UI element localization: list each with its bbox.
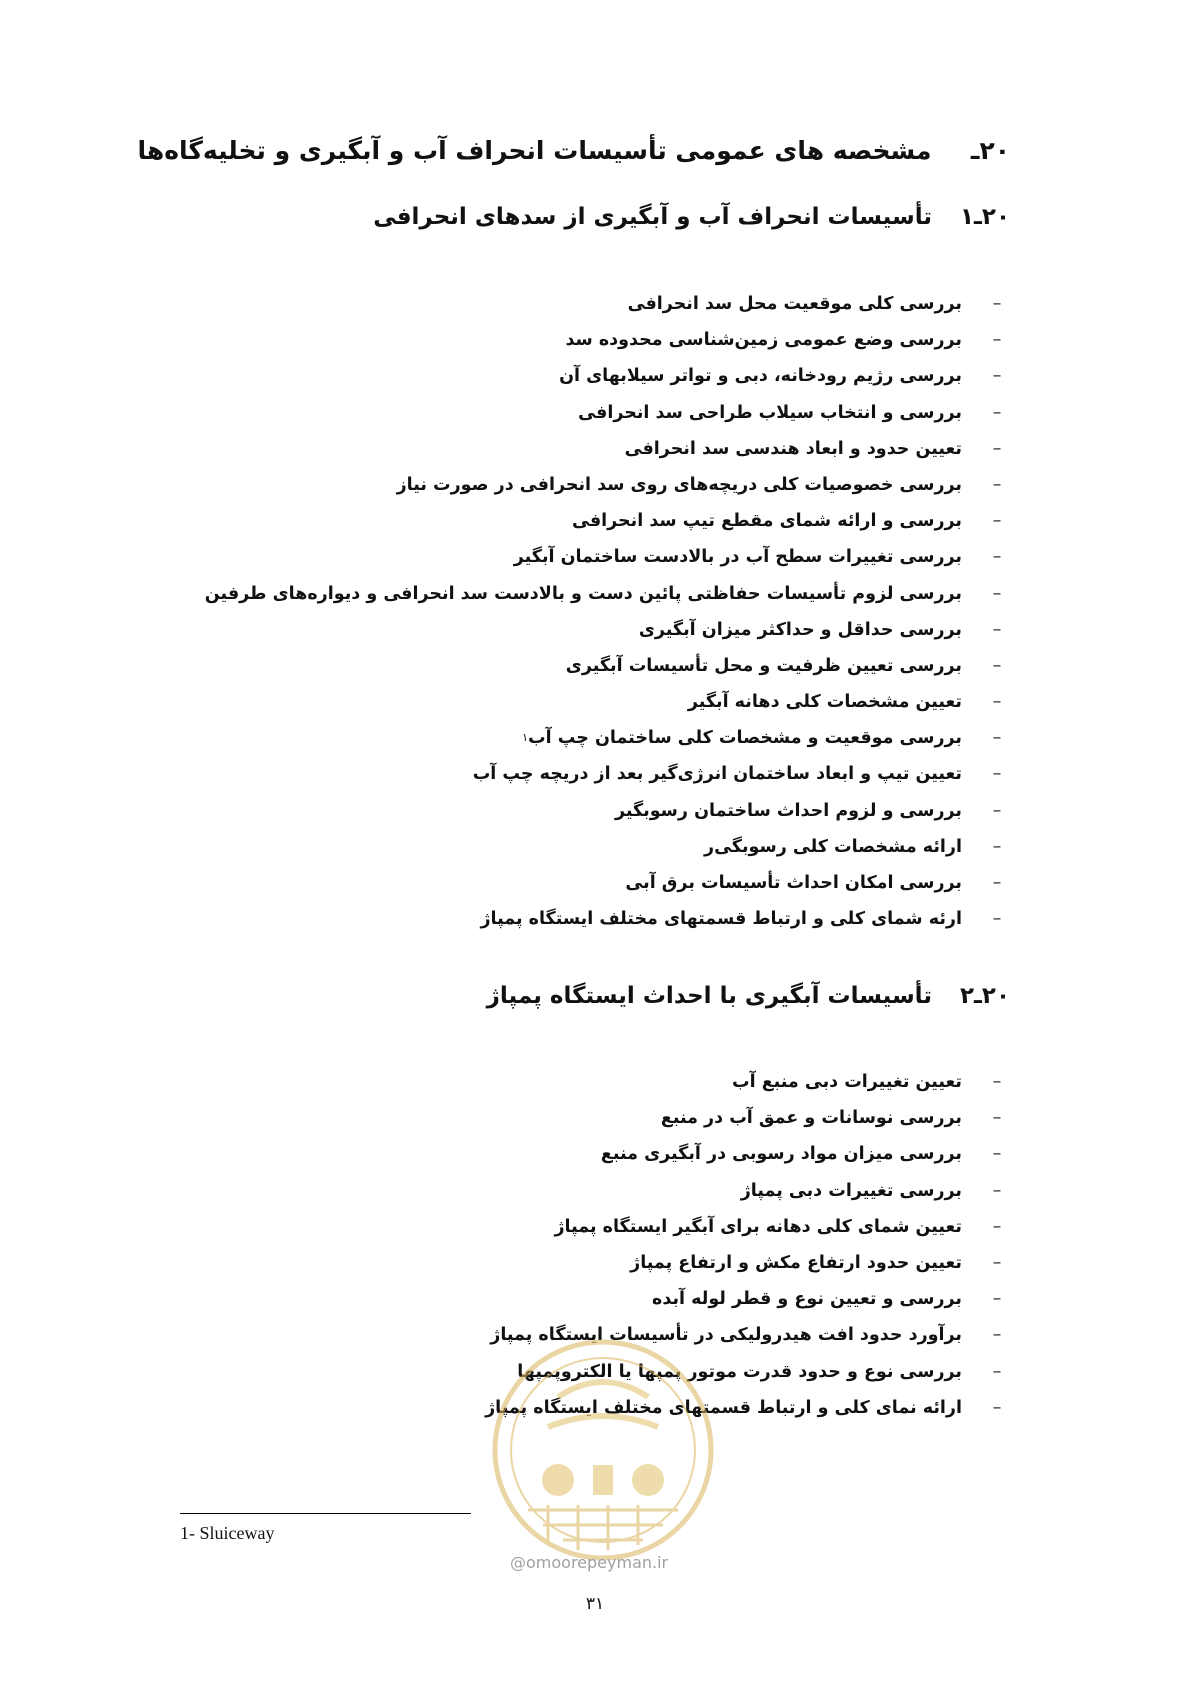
list-item-text: بررسی تغییرات دبی پمپاژ — [740, 1180, 962, 1201]
bullet-dash: – — [992, 800, 1002, 821]
list-item-text: بررسی و تعیین نوع و قطر لوله آبده — [652, 1289, 962, 1310]
bullet-dash: – — [992, 728, 1002, 749]
list-item — [205, 612, 1010, 648]
bullet-dash: – — [992, 619, 1002, 640]
list-item-text: بررسی و انتخاب سیلاب طراحی سد انحرافی — [578, 402, 962, 423]
section-2-title: تأسیسات آبگیری با احداث ایستگاه پمپاژ — [486, 983, 932, 1009]
list-item-text: تعیین مشخصات کلی دهانه آبگیر — [687, 692, 962, 713]
list-item — [205, 829, 1010, 865]
bullet-dash: – — [992, 366, 1002, 387]
list-item — [205, 901, 1010, 937]
bullet-dash: – — [992, 438, 1002, 459]
list-item-text: بررسی نوسانات و عمق آب در منبع — [660, 1108, 962, 1129]
list-item-text: بررسی موقعیت و مشخصات کلی ساختمان چپ آب — [528, 728, 962, 749]
list-item-text: بررسی حداقل و حداکثر میزان آبگیری — [638, 619, 962, 640]
list-item-text: ارئه شمای کلی و ارتباط قسمتهای مختلف ایستگاه پمپاژ — [480, 909, 962, 930]
list-item — [205, 286, 1010, 322]
list-item — [485, 1064, 1010, 1100]
bullet-dash: – — [992, 909, 1002, 930]
chapter-title: مشخصه های عمومی تأسیسات انحراف آب و آبگیری و تخلیه‌گاه‌ها — [137, 136, 932, 165]
list-item-text: بررسی تغییرات سطح آب در بالادست ساختمان آبگیر — [513, 547, 962, 568]
section-1-list — [205, 286, 1010, 937]
list-item-text: بررسی خصوصیات کلی دریچه‌های روی سد انحرافی در صورت نیاز — [396, 474, 962, 495]
bullet-dash: – — [992, 1361, 1002, 1382]
list-item — [205, 358, 1010, 394]
list-item-text: بررسی لزوم تأسیسات حفاظتی پائین دست و بالادست سد انحرافی و دیواره‌های طرفین — [204, 583, 962, 604]
bullet-dash: – — [992, 330, 1002, 351]
list-item-text: ارائه نمای کلی و ارتباط قسمتهای مختلف ایستگاه پمپاژ — [485, 1397, 962, 1418]
bullet-dash: – — [992, 294, 1002, 314]
bullet-dash: – — [992, 692, 1002, 713]
section-2-number: ۲۰ـ۲ — [960, 983, 1010, 1009]
bullet-dash: – — [992, 1325, 1002, 1346]
list-item-text: بررسی نوع و حدود قدرت موتور پمپها یا الکتروپمپها — [517, 1361, 962, 1382]
chapter-heading — [138, 136, 1010, 165]
list-item — [485, 1136, 1010, 1172]
list-item — [205, 576, 1010, 612]
list-item — [205, 322, 1010, 358]
bullet-dash: – — [992, 1072, 1002, 1092]
page-number: ۳۱ — [585, 1594, 605, 1614]
list-item — [205, 431, 1010, 467]
list-item — [205, 467, 1010, 503]
footnote-divider — [180, 1513, 471, 1514]
watermark-seal-icon — [488, 1335, 718, 1565]
list-item — [485, 1100, 1010, 1136]
list-item-text: بررسی رژیم رودخانه، دبی و تواتر سیلابهای آن — [559, 366, 962, 387]
section-1-title: تأسیسات انحراف آب و آبگیری از سدهای انحرافی — [373, 204, 932, 230]
list-item-text: ارائه مشخصات کلی رسوبگی‌ر — [704, 836, 962, 857]
list-item-text: تعیین حدود و ابعاد هندسی سد انحرافی — [624, 438, 962, 459]
bullet-dash: – — [992, 764, 1002, 785]
bullet-dash: – — [992, 402, 1002, 423]
list-item — [205, 684, 1010, 720]
list-item-text: تعیین حدود ارتفاع مکش و ارتفاع پمپاژ — [630, 1252, 962, 1273]
list-item — [205, 395, 1010, 431]
list-item — [205, 756, 1010, 792]
list-item-text: بررسی وضع عمومی زمین‌شناسی محدوده سد — [565, 330, 962, 351]
section-1-heading — [373, 204, 1010, 230]
list-item — [485, 1173, 1010, 1209]
list-item — [205, 648, 1010, 684]
footnote-text: 1- Sluiceway — [180, 1523, 275, 1543]
list-item — [205, 539, 1010, 575]
list-item-text: بررسی تعیین ظرفیت و محل تأسیسات آبگیری — [565, 655, 962, 676]
list-item-text: بررسی میزان مواد رسوبی در آبگیری منبع — [600, 1144, 962, 1165]
bullet-dash: – — [992, 1144, 1002, 1165]
list-item-text: بررسی و ارائه شمای مقطع تیپ سد انحرافی — [572, 511, 962, 532]
bullet-dash: – — [992, 547, 1002, 568]
list-item — [485, 1209, 1010, 1245]
list-item-text: تعیین تیپ و ابعاد ساختمان انرژی‌گیر بعد از دریچه چپ آب — [472, 764, 962, 785]
bullet-dash: – — [992, 1180, 1002, 1201]
chapter-number: ۲۰ـ — [970, 136, 1010, 165]
bullet-dash: – — [992, 1397, 1002, 1418]
list-item-text: بررسی و لزوم احداث ساختمان رسوبگیر — [614, 800, 962, 821]
bullet-dash: – — [992, 836, 1002, 857]
section-2-heading — [487, 983, 1010, 1009]
bullet-dash: – — [992, 873, 1002, 893]
list-item — [485, 1281, 1010, 1317]
bullet-dash: – — [992, 1108, 1002, 1129]
section-1-number: ۲۰ـ۱ — [960, 204, 1010, 230]
list-item-text: برآورد حدود افت هیدرولیکی در تأسیسات ایستگاه پمپاژ — [490, 1325, 962, 1346]
list-item — [205, 793, 1010, 829]
list-item — [485, 1245, 1010, 1281]
watermark-url: @omoorepeyman.ir — [510, 1553, 669, 1572]
list-item: – بررسی موقعیت و مشخصات کلی ساختمان چپ آب ۱ — [205, 720, 1010, 756]
bullet-dash: – — [992, 583, 1002, 604]
list-item-text: تعیین تغییرات دبی منبع آب — [732, 1072, 962, 1092]
list-item-text: بررسی امکان احداث تأسیسات برق آبی — [625, 873, 962, 893]
list-item — [205, 503, 1010, 539]
bullet-dash: – — [992, 1252, 1002, 1273]
bullet-dash: – — [992, 474, 1002, 495]
list-item-text: بررسی کلی موقعیت محل سد انحرافی — [627, 294, 962, 314]
list-item — [205, 865, 1010, 901]
bullet-dash: – — [992, 1216, 1002, 1237]
bullet-dash: – — [992, 1289, 1002, 1310]
list-item-text: تعیین شمای کلی دهانه برای آبگیر ایستگاه پمپاژ — [554, 1216, 962, 1237]
bullet-dash: – — [992, 655, 1002, 676]
bullet-dash: – — [992, 511, 1002, 532]
